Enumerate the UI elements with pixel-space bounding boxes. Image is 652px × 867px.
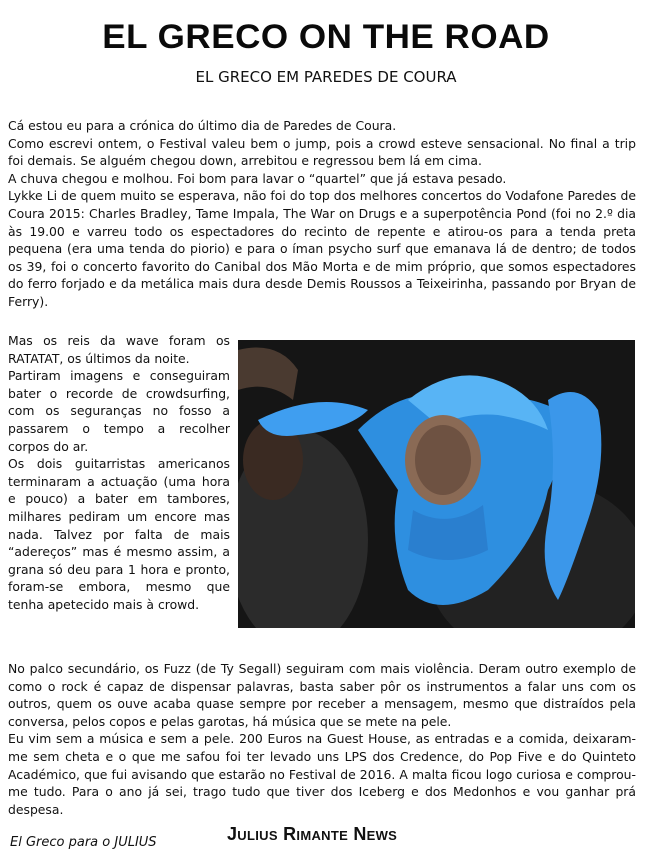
brand-name: Julius Rimante News: [227, 824, 398, 844]
paragraph: A chuva chegou e molhou. Foi bom para lavar o “quartel” que já estava pesado.: [8, 170, 507, 186]
paragraph: No palco secundário, os Fuzz (de Ty Segall) seguiram com mais violência. Deram outro exemplo de como o rock é capaz de dispensar palavras, basta saber pôr os instrumentos a falar uns com os outros, quem os ouve acaba quase sempre por receber a mensagem, mesmo que distraídos pela conversa, pelos copos e pelas garotas, há música que se mete na pele.: [8, 661, 636, 729]
paragraph: Os dois guitarristas americanos terminaram a actuação (uma hora e pouco) a bater em tambores, milhares pediram um encore mas nada. Talvez por falta de mais “adereços” mas é mesmo assim, a grana só deu para 1 hora e pronto, foram-se embora, mesmo que tenha apetecido mais à crowd.: [8, 456, 230, 612]
paragraph: Lykke Li de quem muito se esperava, não foi do top dos melhores concertos do Vodafone Paredes de Coura 2015: Charles Bradley, Tame Impala, The War on Drugs e a superpotência Pond (foi no 2.º dia às 19.00 e varreu todo os espectadores do recinto de repente e atirou-os para a tenda preta pequena (era uma tenda do piorio) e para o íman psycho surf que emanava lá de dentro; de todos os 39, foi o concerto favorito do Canibal dos Mão Morta e de mim próprio, que somos espectadores do ferro forjado e da metálica mais dura desde Demis Roussos a Teixeirinha, passando por Bryan de Ferry).: [8, 188, 636, 309]
concert-photo: [238, 340, 635, 628]
paragraph: Cá estou eu para a crónica do último dia de Paredes de Coura.: [8, 118, 397, 133]
paragraph: Mas os reis da wave foram os RATATAT, os últimos da noite.: [8, 333, 230, 366]
article-top: [8, 117, 636, 311]
signature: El Greco para o JULIUS: [10, 835, 157, 850]
crowd-image: [238, 340, 635, 628]
page-subtitle: EL GRECO EM PAREDES DE COURA: [195, 68, 457, 86]
article-bottom: [8, 660, 636, 818]
page-title: EL GRECO ON THE ROAD: [102, 18, 550, 56]
article-side-column: [8, 332, 230, 614]
paragraph: Como escrevi ontem, o Festival valeu bem o jump, pois a crowd esteve sensacional. No final a trip foi demais. Se alguém chegou down, arrebitou e regressou bem lá em cima.: [8, 135, 636, 169]
paragraph: Eu vim sem a música e sem a pele. 200 Euros na Guest House, as entradas e a comida, deixaram-me sem cheta e o que me safou foi ter levado uns LPS dos Credence, do Pop Five e do Quinteto Académico, que fui avisando que estarão no Festival de 2016. A malta ficou logo curiosa e comprou-me tudo. Para o ano já sei, trago tudo que tiver dos Iceberg e dos Medonhos e vou ganhar prá despesa.: [8, 731, 636, 817]
paragraph: Partiram imagens e conseguiram bater o recorde de crowdsurfing, com os seguranças no fosso a passarem o tempo a recolher corpos do ar.: [8, 368, 230, 454]
